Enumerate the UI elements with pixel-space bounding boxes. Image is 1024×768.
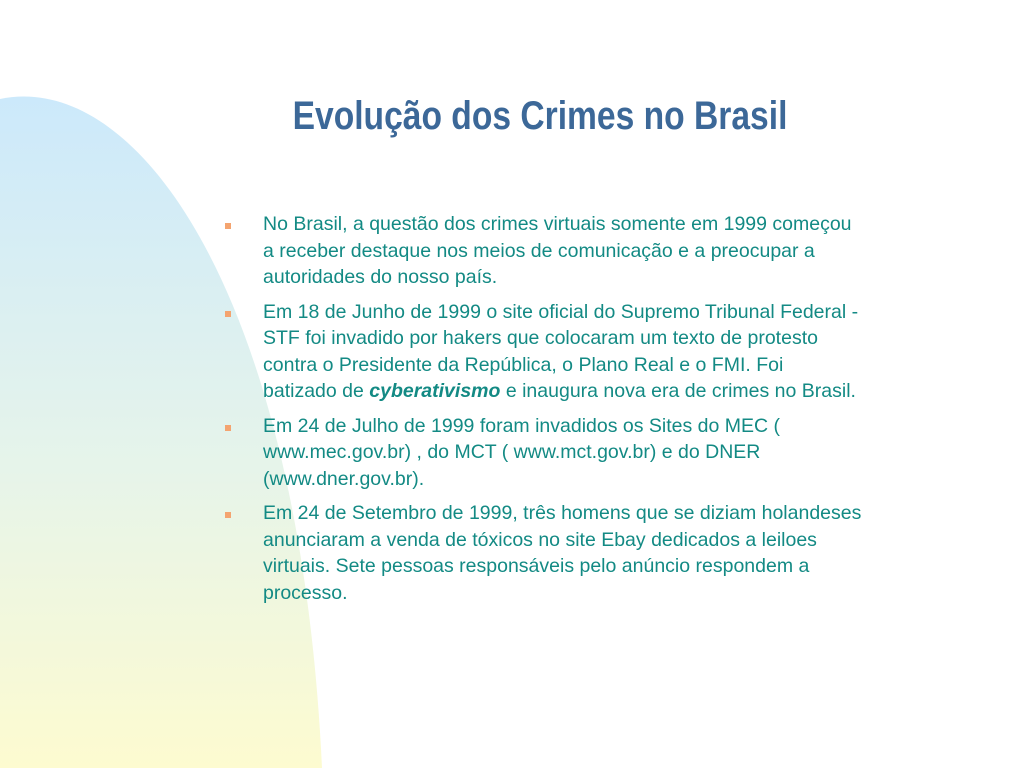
bullet-text-part: e inaugura nova era de crimes no Brasil. <box>500 380 856 402</box>
bullet-text <box>263 301 858 403</box>
bullet-text: No Brasil, a questão dos crimes virtuais somente em 1999 começou a receber destaque nos meios de comunicação e a preocupar a autoridades do nosso país. <box>263 213 852 288</box>
slide-title: Evolução dos Crimes no Brasil <box>292 94 788 138</box>
square-bullet-icon <box>225 512 231 518</box>
square-bullet-icon <box>225 425 231 431</box>
bullet-item <box>222 413 862 493</box>
bullet-text-part: Em 18 de Junho de 1999 o site oficial do Supremo Tribunal Federal - STF foi invadido por hakers que colocaram um texto de protesto contra o Presidente da República, o Plano Real e o FMI. Foi batizado de <box>263 300 859 402</box>
square-bullet-icon <box>225 223 231 229</box>
square-bullet-icon <box>225 311 231 317</box>
bullet-text: Em 24 de Setembro de 1999, três homens que se diziam holandeses anunciaram a venda de tóxicos no site Ebay dedicados a leiloes virtuais. Sete pessoas responsáveis pelo anúncio respondem a processo. <box>263 502 862 604</box>
bullet-item <box>222 299 862 405</box>
bullet-list <box>222 211 862 614</box>
bullet-item <box>222 211 862 291</box>
emphasized-term: cyberativismo <box>369 380 501 402</box>
bullet-text: Em 24 de Julho de 1999 foram invadidos os Sites do MEC ( www.mec.gov.br) , do MCT ( www.mct.gov.br) e do DNER (www.dner.gov.br). <box>263 414 781 490</box>
bullet-item <box>222 500 862 606</box>
